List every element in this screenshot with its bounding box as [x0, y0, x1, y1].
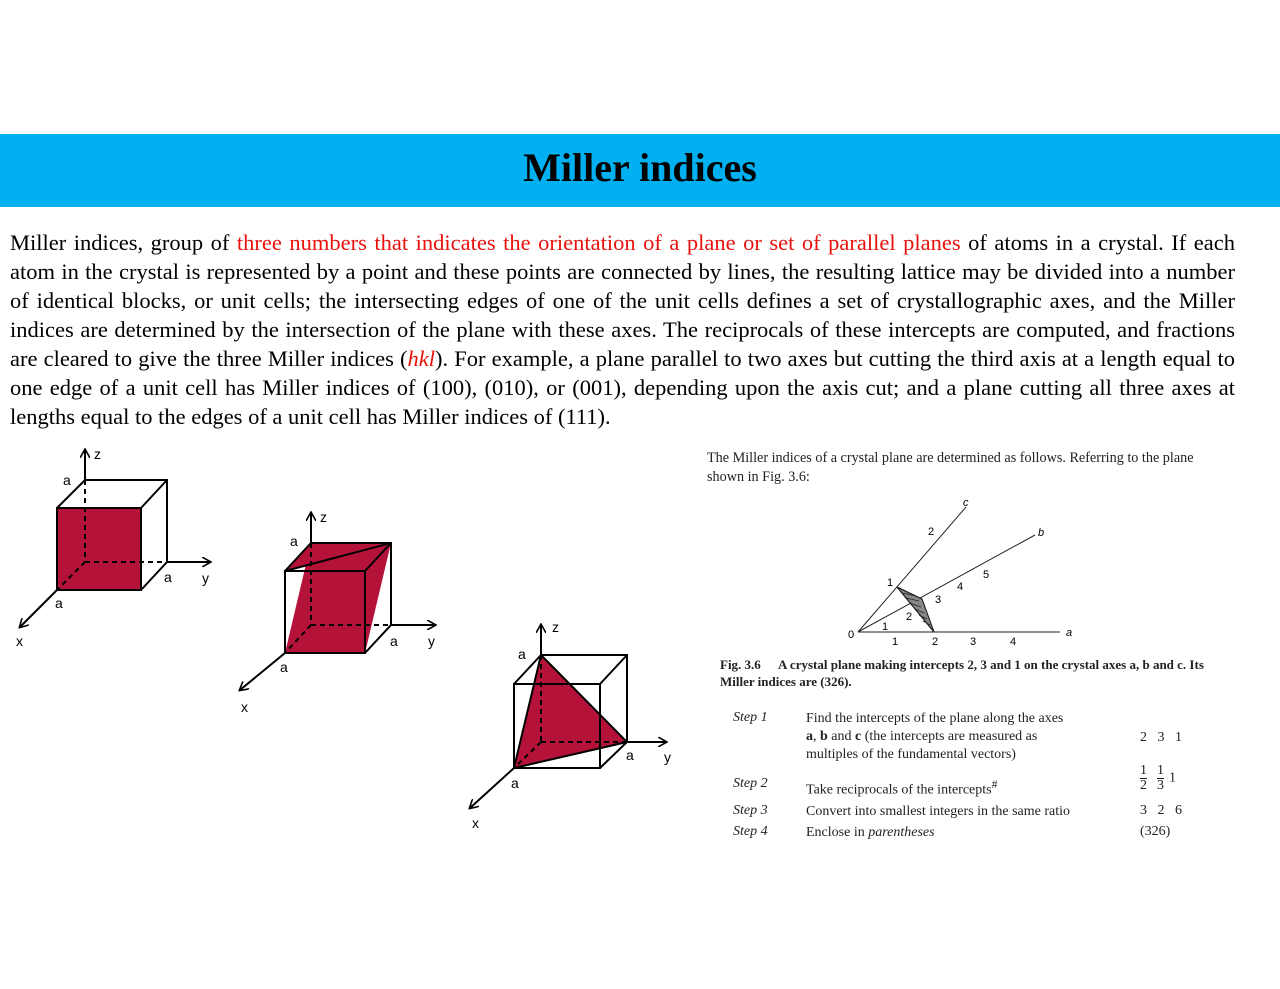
cube-figure-100	[16, 446, 210, 649]
tick-b-3: 3	[935, 594, 942, 606]
paragraph-highlight: three numbers that indicates the orientation of a plane or set of parallel planes	[236, 230, 961, 255]
fig-caption-number: Fig. 3.6	[720, 657, 761, 672]
label-a: a	[518, 646, 526, 662]
step-value: 2 3 1	[1140, 730, 1182, 745]
label-y: y	[664, 749, 671, 765]
paragraph-hkl: hkl	[407, 346, 436, 371]
fig-3-6-diagram	[830, 495, 1090, 655]
label-a: a	[55, 595, 63, 611]
label-a: a	[626, 747, 634, 763]
axis-c-label: c	[963, 497, 969, 509]
origin-label: 0	[848, 629, 855, 641]
label-x: x	[16, 633, 23, 649]
unit-cell-figures	[0, 440, 700, 840]
step-label: Step 3	[733, 803, 768, 818]
label-y: y	[202, 570, 209, 586]
label-a: a	[290, 533, 298, 549]
fig-caption-text: A crystal plane making intercepts 2, 3 and 1 on the crystal axes a, b and c. Its Miller indices are (326).	[720, 657, 1204, 689]
book-intro: The Miller indices of a crystal plane are determined as follows. Referring to the plane shown in Fig. 3.6:	[707, 450, 1194, 485]
fraction-1-3: $\frac{1}{3}$	[1157, 763, 1164, 793]
label-z: z	[94, 446, 101, 462]
definition-paragraph	[10, 228, 1235, 431]
fraction-1-2: $\frac{1}{2}$	[1140, 763, 1147, 793]
step-label: Step 4	[733, 824, 768, 839]
step-text: Enclose in parentheses	[806, 825, 935, 840]
step-value	[1135, 764, 1176, 793]
fig-caption	[720, 656, 1220, 690]
tick-b-5: 5	[983, 569, 990, 581]
tick-a-1: 1	[892, 636, 899, 648]
tick-b-1: 1	[882, 621, 889, 633]
step-text-line: multiples of the fundamental vectors)	[806, 747, 1016, 762]
tick-a-3: 3	[970, 636, 977, 648]
axis-b-label: b	[1038, 527, 1045, 539]
step-text-line: Find the intercepts of the plane along the axes	[806, 711, 1064, 726]
step-text	[806, 710, 1063, 764]
step-label: Step 2	[733, 776, 768, 791]
step-value-last: 1	[1169, 770, 1176, 786]
tick-b-2: 2	[906, 611, 913, 623]
label-x: x	[472, 815, 479, 831]
tick-a-2: 2	[932, 636, 939, 648]
label-x: x	[241, 699, 248, 715]
label-a: a	[390, 633, 398, 649]
step-text: Convert into smallest integers in the same ratio	[806, 804, 1070, 819]
label-a: a	[511, 775, 519, 791]
label-a: a	[280, 659, 288, 675]
tick-c-1: 1	[887, 577, 894, 589]
tick-b-4: 4	[957, 581, 964, 593]
step-value: (326)	[1140, 824, 1171, 839]
paragraph-part-3: ). For example, a plane parallel to two axes but cutting the third axis at a length equal to one edge of a unit cell has Miller indices of (100), (010), or (001), depending upon the axis cut; and a plane cutting all three axes at lengths equal to the edges of a unit cell has Miller indices of (111).	[10, 346, 1235, 429]
axis-a-label: a	[1066, 627, 1073, 639]
label-z: z	[552, 619, 559, 635]
paragraph-part-1: Miller indices, group of	[10, 230, 237, 255]
step-value: 3 2 6	[1140, 803, 1182, 818]
label-a: a	[63, 472, 71, 488]
step-text-line: a, b and c (the intercepts are measured as	[806, 729, 1038, 744]
slide-title: Miller indices	[523, 145, 757, 190]
label-z: z	[320, 509, 327, 525]
tick-c-2: 2	[928, 526, 935, 538]
label-a: a	[164, 569, 172, 585]
step-label: Step 1	[733, 710, 768, 725]
paragraph-part-2: of atoms in a crystal. If each atom in the crystal is represented by a point and these points are connected by lines, the resulting lattice may be divided into a number of identical blocks, or unit cells; the intersecting edges of one of the unit cells defines a set of crystallographic axes, and the Miller indices are determined by the intersection of the plane with these axes. The reciprocals of these intercepts are computed, and fractions are cleared to give the three Miller indices (	[10, 230, 1235, 371]
cube-figure-111	[470, 619, 671, 831]
label-y: y	[428, 633, 435, 649]
tick-a-4: 4	[1010, 636, 1017, 648]
step-text: Take reciprocals of the intercepts#	[806, 778, 998, 798]
cube-figure-110	[240, 509, 435, 715]
